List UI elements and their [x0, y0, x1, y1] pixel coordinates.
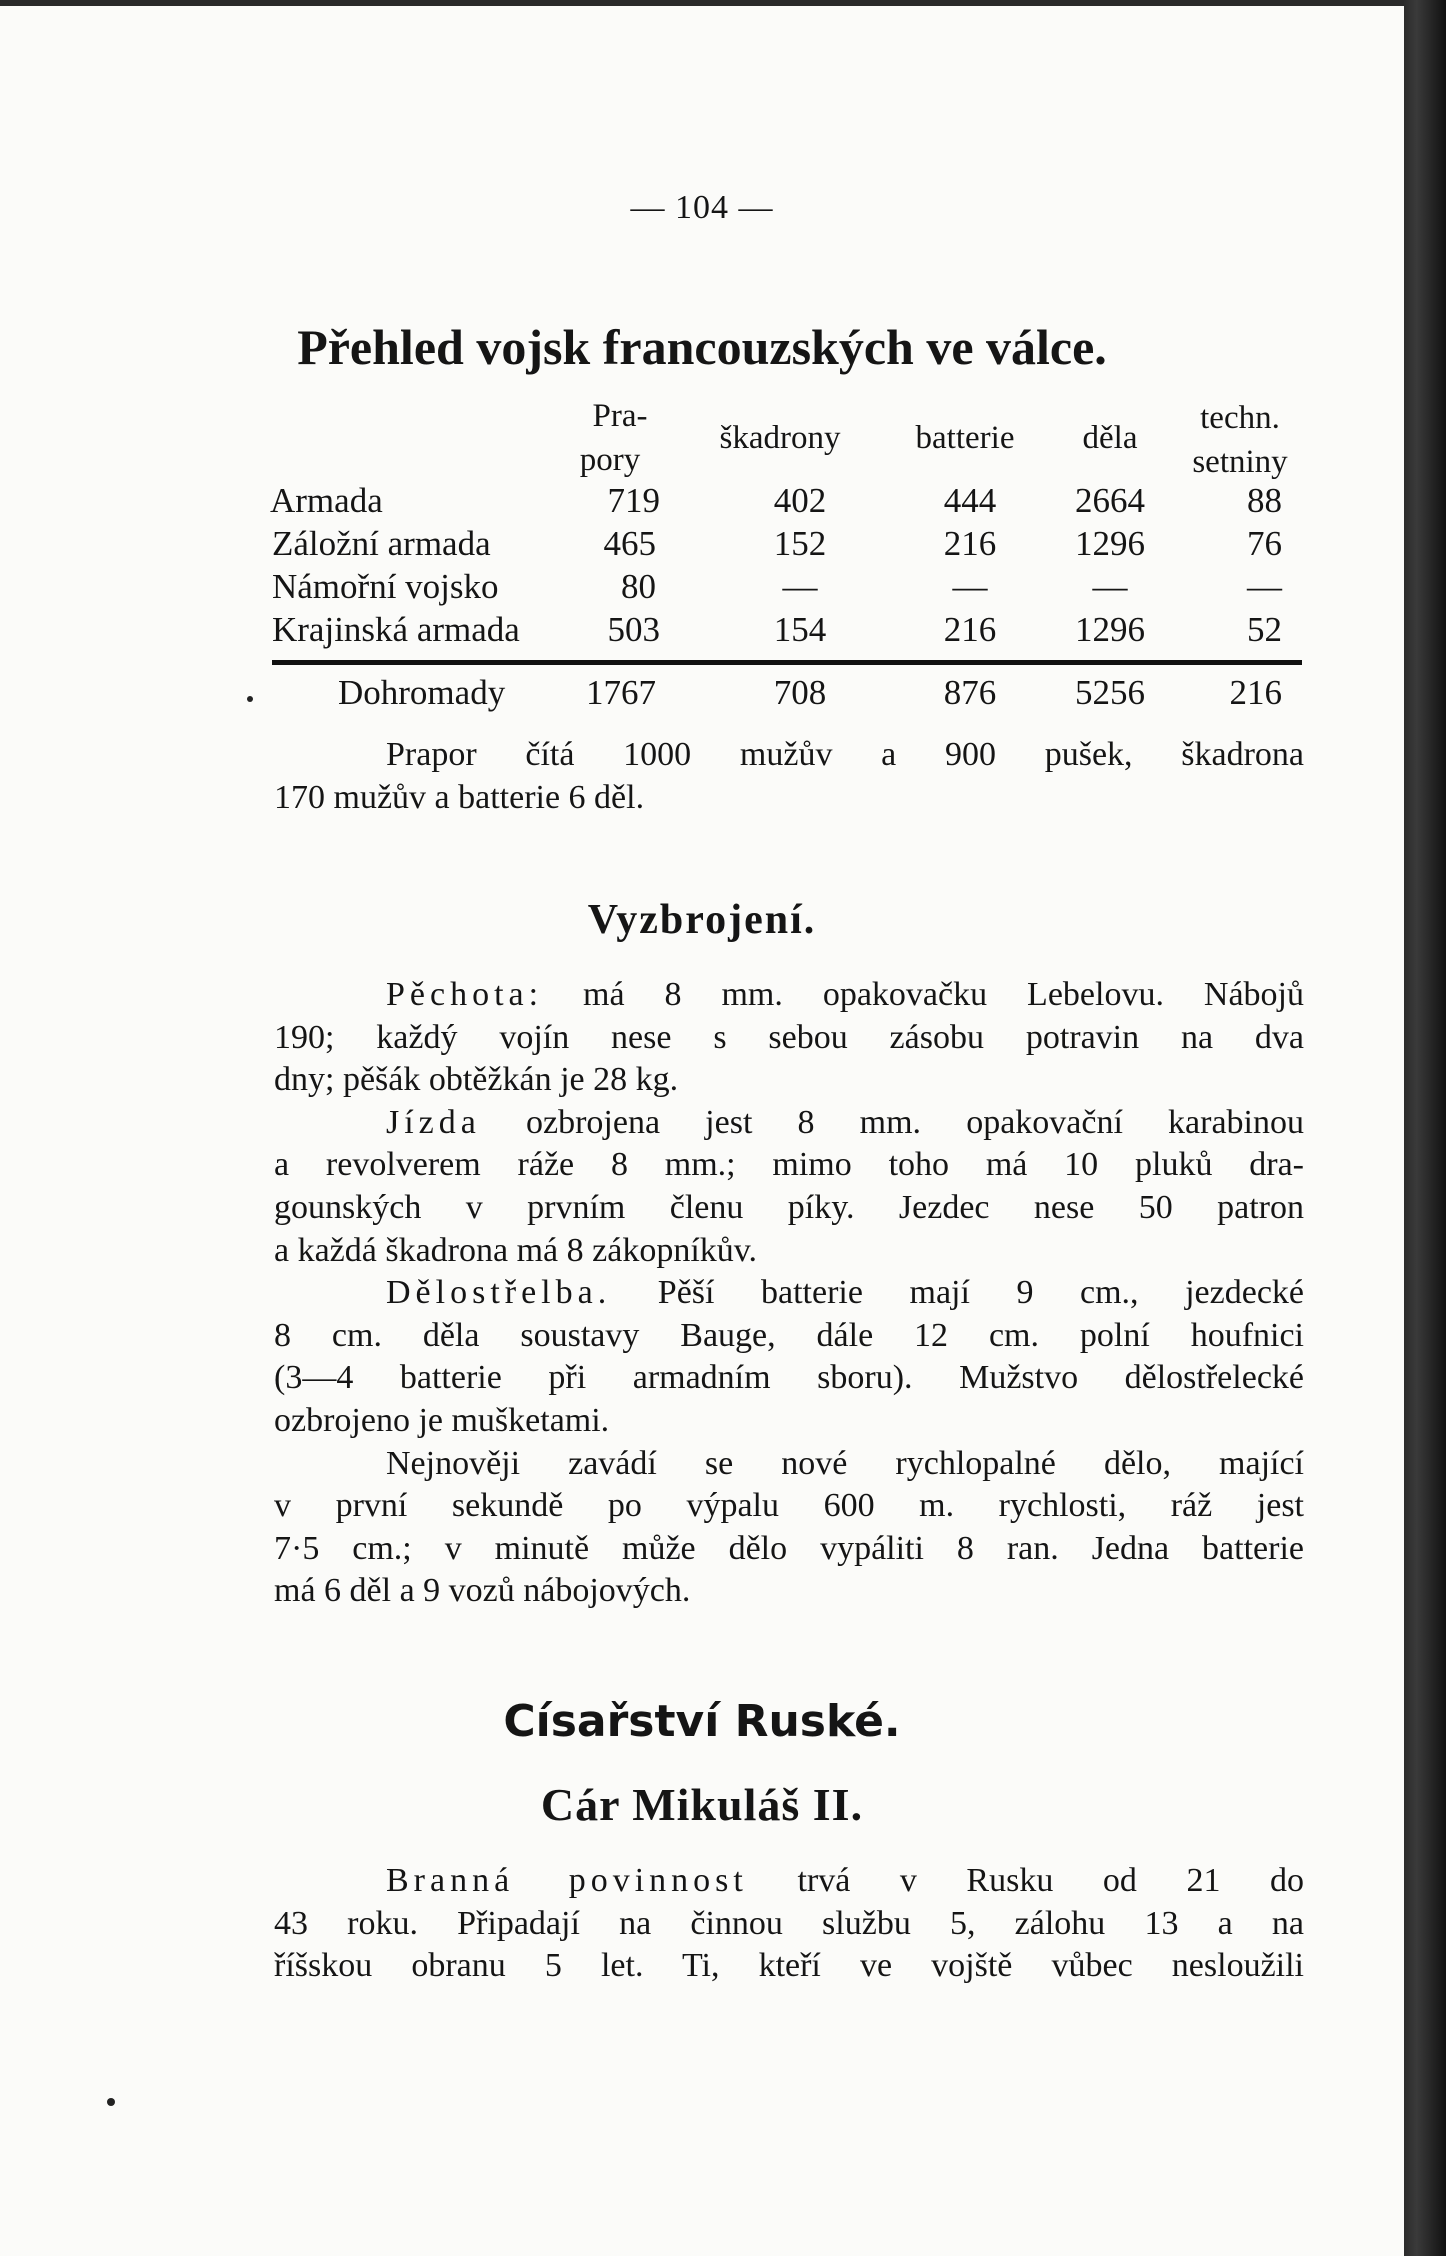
cell-dela: — [1092, 567, 1128, 606]
cell-prapory: 465 [603, 524, 656, 563]
nov-line-4: má 6 děl a 9 vozů nábojových. [274, 1572, 691, 1610]
col-header-techn-2: setniny [1192, 444, 1288, 480]
russia-line-3: říšskou obranu 5 let. Ti, kteří ve vojště vůbec nesloužili [274, 1947, 1304, 1985]
jizda-text: ozbrojena jest 8 mm. opakovační karabinou [526, 1103, 1304, 1141]
delo-line-2: 8 cm. děla soustavy Bauge, dále 12 cm. polní houfnici [274, 1316, 1304, 1354]
total-skadrony: 708 [773, 673, 827, 712]
cell-skadrony: 402 [773, 481, 827, 520]
cell-batterie: 216 [943, 524, 997, 563]
russia-line-1 [274, 1860, 1304, 1903]
total-prapory: 1767 [586, 673, 656, 712]
col-header-dela: děla [1082, 420, 1138, 456]
delo-line-1 [274, 1272, 1304, 1315]
col-header-techn-1: techn. [1200, 400, 1280, 436]
nov-line-1: Nejnověji zavádí se nové rychlopalné dělo, mající [386, 1444, 1304, 1482]
jizda-line-4: a každá škadrona má 8 zákopníkův. [274, 1231, 758, 1269]
cell-dela: 1296 [1075, 524, 1145, 563]
pechota-text: má 8 mm. opakovačku Lebelovu. Nábojů [583, 976, 1304, 1013]
pechota-line-1 [274, 974, 1304, 1017]
delo-text: Pěší batterie mají 9 cm., jezdecké [657, 1274, 1305, 1312]
cell-skadrony: 154 [773, 610, 827, 649]
pechota-line-2: 190; každý vojín nese s sebou zásobu potravin na dva [274, 1018, 1304, 1056]
nov-line-3: 7·5 cm.; v minutě může dělo vypáliti 8 ran. Jedna batterie [274, 1529, 1304, 1567]
page-title: Přehled vojsk francouzských ve válce. [297, 319, 1107, 375]
section-vyzbrojeni-text [274, 974, 1304, 1613]
total-batterie: 876 [943, 673, 997, 712]
jizda-line-1 [274, 1102, 1304, 1145]
cell-skadrony: 152 [773, 524, 827, 563]
total-label: Dohromady [338, 673, 506, 712]
russia-text-1: trvá v Rusku od 21 do [797, 1862, 1304, 1899]
page-number: — 104 — [630, 189, 774, 226]
cell-skadrony: — [782, 567, 818, 606]
section-title-vyzbrojeni: Vyzbrojení. [587, 897, 817, 943]
cell-batterie: 216 [943, 610, 997, 649]
cell-prapory: 503 [607, 610, 660, 649]
note-line-1: Prapor čítá 1000 mužův a 900 pušek, škadrona [386, 736, 1304, 773]
delo-label: Dělostřelba. [386, 1274, 612, 1312]
jizda-line-2: a revolverem ráže 8 mm.; mimo toho má 10 pluků dra- [274, 1146, 1304, 1184]
col-header-skadrony: škadrony [719, 420, 841, 456]
cell-techn: 76 [1247, 524, 1282, 563]
pechota-line-3: dny; pěšák obtěžkán je 28 kg. [274, 1061, 679, 1099]
cell-batterie: 444 [943, 481, 997, 520]
nov-line-2: v první sekundě po výpalu 600 m. rychlosti, ráž jest [274, 1487, 1304, 1525]
section-title-russia: Císařství Ruské. [503, 1696, 901, 1747]
scan-speck [247, 696, 253, 702]
section-russia-text [274, 1860, 1304, 1988]
cell-techn: — [1247, 567, 1282, 606]
col-header-prapory-2: pory [579, 442, 641, 478]
scan-right-border [1404, 0, 1446, 2256]
cell-dela: 1296 [1075, 610, 1145, 649]
scan-speck [107, 2098, 115, 2106]
cell-prapory: 719 [607, 481, 660, 520]
branna-povinnost-label: Branná povinnost [386, 1862, 748, 1899]
total-techn: 216 [1229, 673, 1282, 712]
book-page [0, 6, 1404, 2256]
col-header-batterie: batterie [915, 420, 1015, 456]
row-label: Krajinská armada [272, 610, 520, 649]
pechota-label: Pěchota: [386, 976, 544, 1013]
cell-prapory: 80 [621, 567, 656, 606]
col-header-prapory-1: Pra- [592, 398, 648, 434]
jizda-label: Jízda [386, 1103, 481, 1141]
jizda-line-3: gounských v prvním členu píky. Jezdec nese 50 patron [274, 1188, 1304, 1226]
note-line-2: 170 mužův a batterie 6 děl. [274, 778, 645, 816]
cell-techn: 52 [1247, 610, 1282, 649]
row-label: Záložní armada [272, 524, 491, 563]
row-label: Armada [270, 481, 383, 520]
russia-line-2: 43 roku. Připadají na činnou službu 5, zálohu 13 a na [274, 1904, 1304, 1942]
row-label: Námořní vojsko [272, 567, 499, 606]
section-subtitle-tsar: Cár Mikuláš II. [540, 1779, 864, 1830]
table-note [274, 734, 1304, 819]
delo-line-3: (3—4 batterie při armadním sboru). Mužstvo dělostřelecké [274, 1359, 1304, 1397]
cell-batterie: — [952, 567, 988, 606]
delo-line-4: ozbrojeno je mušketami. [274, 1401, 610, 1439]
cell-dela: 2664 [1075, 481, 1145, 520]
table-total-rule [272, 660, 1302, 665]
cell-techn: 88 [1247, 481, 1282, 520]
total-dela: 5256 [1075, 673, 1145, 712]
